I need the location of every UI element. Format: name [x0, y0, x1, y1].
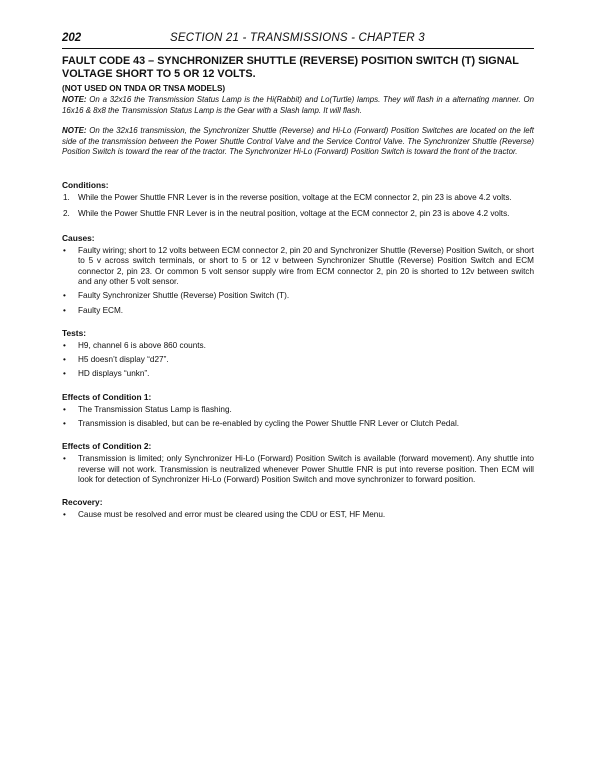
list-item: [62, 306, 534, 316]
note-label: NOTE:: [62, 95, 87, 104]
list-item-text: Faulty wiring; short to 12 volts between ECM connector 2, pin 20 and Synchronizer Shuttle (Reverse) Position Switch, or short to 5 v across switch terminals, or short to 5 or 12 v between Synchronizer Shuttle (Reverse) Position Switch and ECM connector 2, pin 23. Or common 5 volt sensor supply wire from ECM connector 2, pin 20 is shorted to 12v between switch and any other 5 volt sensor.: [78, 246, 534, 286]
list-item-text: While the Power Shuttle FNR Lever is in the reverse position, voltage at the ECM connector 2, pin 23 is above 4.2 volts.: [78, 192, 512, 202]
tests-list: [62, 341, 534, 380]
list-item-text: Transmission is limited; only Synchronizer Hi-Lo (Forward) Position Switch is available (forward movement). Any shuttle into reverse will not work. Transmission is neutralized whenever Power Shuttle FNR is put into reverse position. Then ECM will look for detection of Synchronizer Hi-Lo (Forward) Position Switch and move synchronizer to forward position.: [78, 454, 534, 484]
causes-heading: Causes:: [62, 233, 95, 244]
list-item: [62, 405, 534, 415]
effects-condition-1-heading: Effects of Condition 1:: [62, 391, 152, 402]
effects-condition-1-list: [62, 405, 534, 430]
fault-title: FAULT CODE 43 – SYNCHRONIZER SHUTTLE (REVERSE) POSITION SWITCH (T) SIGNAL VOLTAGE SHORT TO 5 OR 12 VOLTS.: [62, 55, 519, 80]
list-marker: 2.: [63, 208, 70, 218]
list-item-text: Faulty ECM.: [78, 305, 124, 315]
list-item-text: The Transmission Status Lamp is flashing.: [78, 404, 232, 414]
page-number: 202: [62, 32, 82, 44]
fault-subtitle: (NOT USED ON TNDA OR TNSA MODELS): [62, 84, 226, 93]
bullet-marker: •: [63, 404, 66, 414]
list-item: [62, 510, 534, 520]
list-item: [62, 419, 534, 429]
note-lamp: [62, 95, 534, 116]
header-divider: [62, 48, 534, 49]
list-item: [62, 454, 534, 485]
list-item-text: Transmission is disabled, but can be re-enabled by cycling the Power Shuttle FNR Lever or Clutch Pedal.: [78, 419, 460, 429]
bullet-marker: •: [63, 246, 66, 256]
list-item-text: HD displays “unkn”.: [78, 369, 150, 379]
bullet-marker: •: [63, 454, 66, 464]
recovery-heading: Recovery:: [62, 497, 103, 508]
list-item-text: H5 doesn’t display “d27”.: [78, 355, 169, 365]
bullet-marker: •: [63, 355, 66, 365]
effects-condition-2-list: [62, 454, 534, 485]
section-title: SECTION 21 - TRANSMISSIONS - CHAPTER 3: [170, 32, 425, 44]
list-item-text: Faulty Synchronizer Shuttle (Reverse) Position Switch (T).: [78, 291, 290, 301]
list-marker: 1.: [63, 192, 70, 202]
list-item: [62, 341, 534, 351]
list-item-text: While the Power Shuttle FNR Lever is in the neutral position, voltage at the ECM connector 2, pin 23 is above 4.2 volts.: [78, 208, 510, 218]
note-text: On the 32x16 transmission, the Synchronizer Shuttle (Reverse) and Hi-Lo (Forward) Position Switches are located on the left side of the transmission between the Power Shuttle Control Valve and the Service Control Valve. The Synchronizer Shuttle (Reverse) Position Switch is toward the rear of the tractor. The Synchronizer Hi-Lo (Forward) Position Switch is toward the front of the tractor.: [62, 126, 534, 156]
list-item: [62, 246, 534, 287]
bullet-marker: •: [63, 419, 66, 429]
list-item: [62, 369, 534, 379]
bullet-marker: •: [63, 291, 66, 301]
list-item: [62, 355, 534, 365]
note-switch-location: [62, 126, 534, 158]
tests-heading: Tests:: [62, 327, 87, 338]
page-header: [62, 32, 534, 48]
conditions-heading: Conditions:: [62, 179, 109, 190]
effects-condition-2-heading: Effects of Condition 2:: [62, 441, 152, 452]
conditions-list: [62, 193, 534, 220]
bullet-marker: •: [63, 340, 66, 350]
note-label: NOTE:: [62, 126, 87, 135]
bullet-marker: •: [63, 305, 66, 315]
list-item-text: H9, channel 6 is above 860 counts.: [78, 340, 206, 350]
list-item: [62, 193, 534, 203]
causes-list: [62, 246, 534, 316]
recovery-list: [62, 510, 534, 520]
note-text: On a 32x16 the Transmission Status Lamp is the Hi(Rabbit) and Lo(Turtle) lamps. They will flash in a alternating manner. On 16x16 & 8x8 the Transmission Status Lamp is the Gear with a Slash lamp. It will flash.: [62, 95, 534, 115]
bullet-marker: •: [63, 369, 66, 379]
list-item: [62, 291, 534, 301]
bullet-marker: •: [63, 510, 66, 520]
list-item-text: Cause must be resolved and error must be cleared using the CDU or EST, HF Menu.: [78, 510, 386, 520]
list-item: [62, 209, 534, 219]
page-content: [62, 55, 534, 525]
